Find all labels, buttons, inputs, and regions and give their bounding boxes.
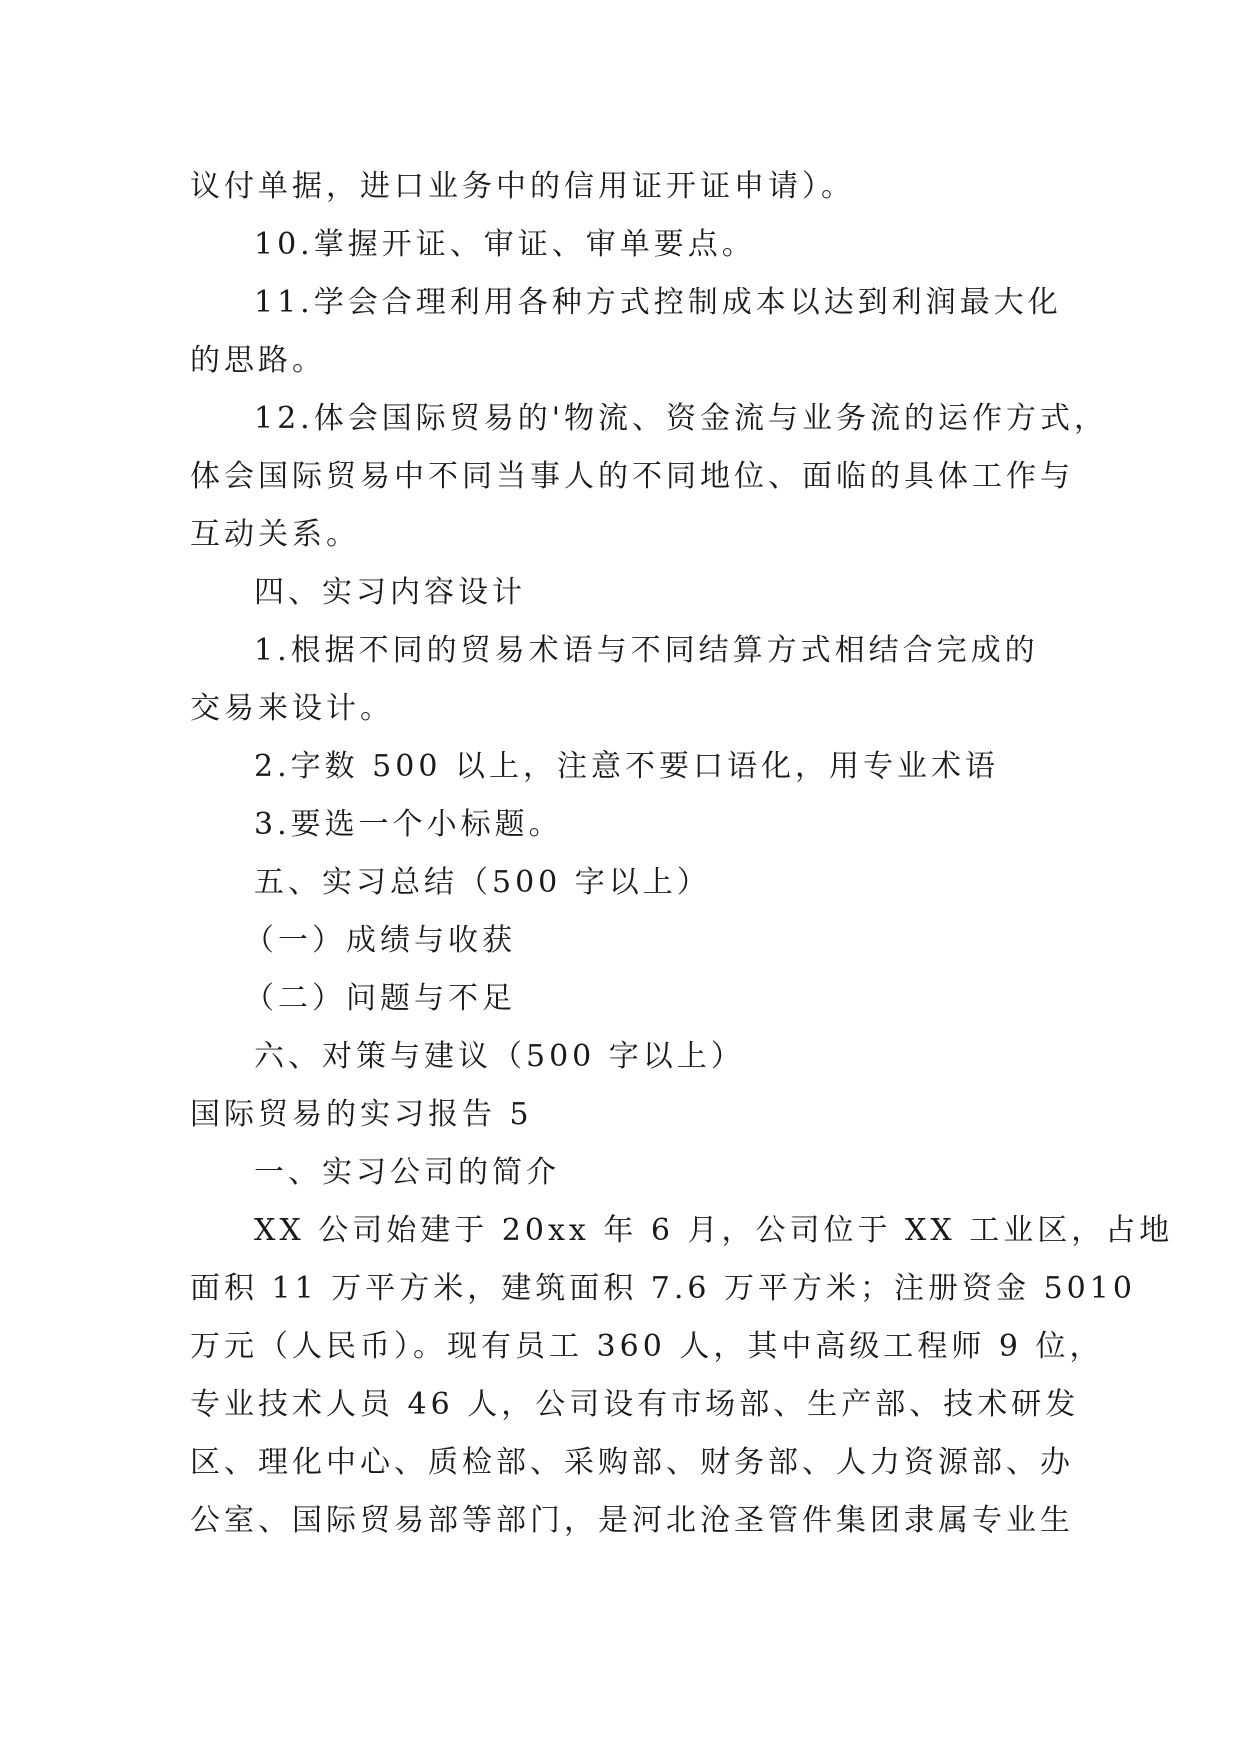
document-body xyxy=(190,158,1174,1550)
text-line: 互动关系。 xyxy=(190,517,360,552)
text-line: 3.要选一个小标题。 xyxy=(254,807,563,842)
text-line: 面积 11 万平方米，建筑面积 7.6 万平方米；注册资金 5010 xyxy=(190,1271,1136,1306)
section-heading: 一、实习公司的简介 xyxy=(254,1155,560,1190)
section-heading: 四、实习内容设计 xyxy=(254,575,526,610)
text-line: 1.根据不同的贸易术语与不同结算方式相结合完成的 xyxy=(254,633,1039,668)
text-line: 体会国际贸易中不同当事人的不同地位、面临的具体工作与 xyxy=(190,459,1074,494)
subsection-heading: （一）成绩与收获 xyxy=(244,923,516,958)
report-title: 国际贸易的实习报告 5 xyxy=(190,1097,533,1132)
text-line: 的思路。 xyxy=(190,343,326,378)
text-line: 区、理化中心、质检部、采购部、财务部、人力资源部、办 xyxy=(190,1445,1074,1480)
text-line: 议付单据，进口业务中的信用证开证申请）。 xyxy=(190,169,855,204)
section-heading: 五、实习总结（500 字以上） xyxy=(254,865,711,900)
text-line: 万元（人民币）。现有员工 360 人，其中高级工程师 9 位， xyxy=(190,1329,1104,1364)
text-line: 12.体会国际贸易的'物流、资金流与业务流的运作方式， xyxy=(254,401,1108,436)
section-heading: 六、对策与建议（500 字以上） xyxy=(254,1039,745,1074)
text-line: 10.掌握开证、审证、审单要点。 xyxy=(254,227,756,262)
text-line: 2.字数 500 以上，注意不要口语化，用专业术语 xyxy=(254,749,999,784)
text-line: 公室、国际贸易部等部门，是河北沧圣管件集团隶属专业生 xyxy=(190,1503,1074,1538)
text-line: 专业技术人员 46 人，公司设有市场部、生产部、技术研发 xyxy=(190,1387,1080,1422)
subsection-heading: （二）问题与不足 xyxy=(244,981,516,1016)
text-line: 11.学会合理利用各种方式控制成本以达到利润最大化 xyxy=(254,285,1062,320)
text-line: XX 公司始建于 20xx 年 6 月，公司位于 XX 工业区，占地 xyxy=(254,1213,1174,1248)
text-line: 交易来设计。 xyxy=(190,691,394,726)
